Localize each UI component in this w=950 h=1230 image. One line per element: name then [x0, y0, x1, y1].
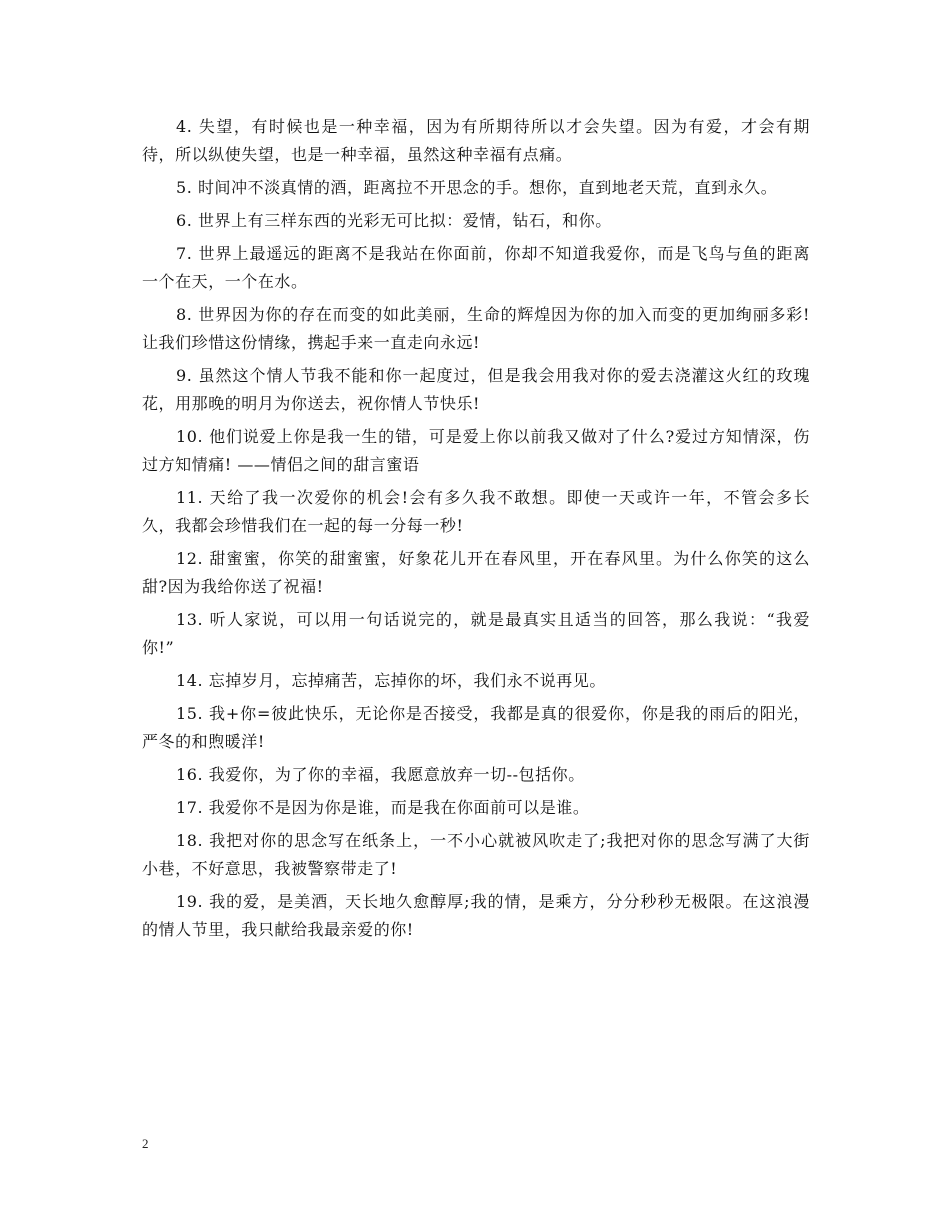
paragraph-item-6: 6. 世界上有三样东西的光彩无可比拟：爱情，钻石，和你。	[176, 211, 612, 230]
paragraph-item-17: 17. 我爱你不是因为你是谁，而是我在你面前可以是谁。	[176, 798, 590, 817]
paragraph-item-19: 19. 我的爱，是美酒，天长地久愈醇厚;我的情，是乘方，分分秒秒无极限。在这浪漫的情人节里，我只献给我最亲爱的你!	[142, 892, 810, 939]
paragraph-item-7: 7. 世界上最遥远的距离不是我站在你面前，你却不知道我爱你，而是飞鸟与鱼的距离一个在天，一个在水。	[142, 244, 810, 291]
document-body	[142, 113, 810, 949]
paragraph-item-4: 4. 失望，有时候也是一种幸福，因为有所期待所以才会失望。因为有爱，才会有期待，所以纵使失望，也是一种幸福，虽然这种幸福有点痛。	[142, 117, 810, 164]
paragraph-item-8: 8. 世界因为你的存在而变的如此美丽，生命的辉煌因为你的加入而变的更加绚丽多彩!让我们珍惜这份情缘，携起手来一直走向永远!	[142, 305, 810, 352]
paragraph-item-11: 11. 天给了我一次爱你的机会!会有多久我不敢想。即使一天或许一年，不管会多长久，我都会珍惜我们在一起的每一分每一秒!	[142, 488, 810, 535]
paragraph-item-14: 14. 忘掉岁月，忘掉痛苦，忘掉你的坏，我们永不说再见。	[176, 671, 606, 690]
paragraph-item-16: 16. 我爱你，为了你的幸福，我愿意放弃一切--包括你。	[176, 765, 585, 784]
paragraph-item-18: 18. 我把对你的思念写在纸条上，一不小心就被风吹走了;我把对你的思念写满了大街小巷，不好意思，我被警察带走了!	[142, 831, 810, 878]
paragraph-item-12: 12. 甜蜜蜜，你笑的甜蜜蜜，好象花儿开在春风里，开在春风里。为什么你笑的这么甜?因为我给你送了祝福!	[142, 549, 810, 596]
paragraph-item-13: 13. 听人家说，可以用一句话说完的，就是最真实且适当的回答，那么我说：“我爱你!”	[142, 610, 810, 657]
paragraph-item-5: 5. 时间冲不淡真情的酒，距离拉不开思念的手。想你，直到地老天荒，直到永久。	[176, 178, 778, 197]
paragraph-item-15: 15. 我+你=彼此快乐，无论你是否接受，我都是真的很爱你，你是我的雨后的阳光，严冬的和煦暖洋!	[142, 704, 810, 751]
page-number: 2	[142, 1136, 149, 1151]
paragraph-item-9: 9. 虽然这个情人节我不能和你一起度过，但是我会用我对你的爱去浇灌这火红的玫瑰花，用那晚的明月为你送去，祝你情人节快乐!	[142, 366, 810, 413]
paragraph-item-10: 10. 他们说爱上你是我一生的错，可是爱上你以前我又做对了什么?爱过方知情深，伤过方知情痛! ——情侣之间的甜言蜜语	[142, 427, 810, 474]
